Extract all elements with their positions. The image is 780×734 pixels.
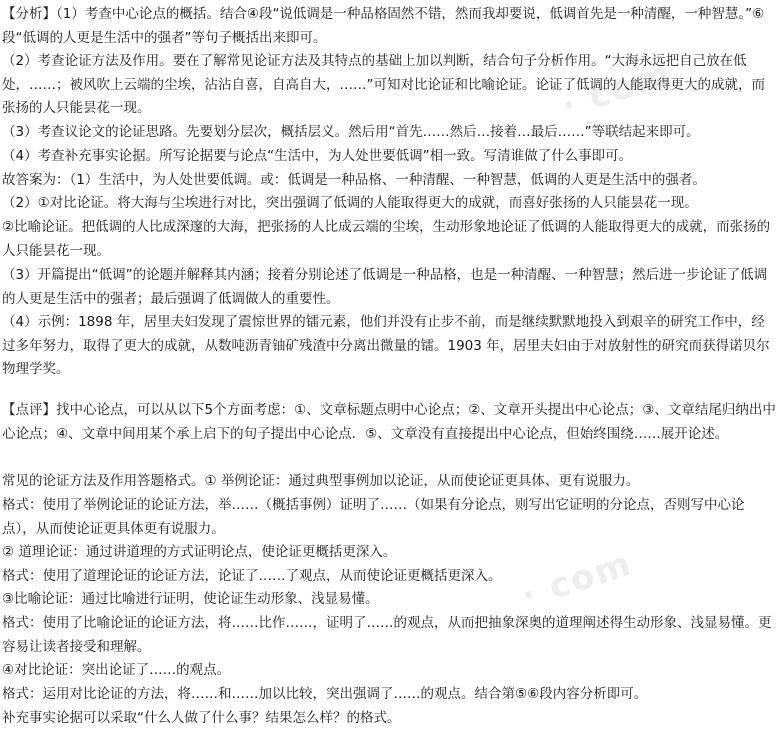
comment-paragraph-10: 补充事实论据可以采取“什么人做了什么事？结果怎么样？的格式。	[2, 710, 401, 726]
answer-paragraph-2: （2）①对比论证。将大海与尘埃进行对比，突出强调了低调的人能取得更大的成就，而喜好张扬的人只能昙花一现。	[2, 195, 698, 211]
analysis-paragraph-1: 【分析】（1）考查中心论点的概括。结合④段“说低调是一种品格固然不错，然而我却要说，低调首先是一种清醒，一种智慧。”⑥段“低调的人更是生活中的强者”等句子概括出来即可。	[2, 6, 765, 46]
answer-paragraph-3: ②比喻论证。把低调的人比成深邃的大海，把张扬的人比成云端的尘埃，生动形象地论证了低调的人能取得更大的成就，而张扬的人只能昙花一现。	[2, 219, 771, 259]
comment-paragraph-6: ③比喻论证：通过比喻进行证明，使论证生动形象、浅显易懂。	[2, 591, 379, 607]
analysis-paragraph-3: （3）考查议论文的论证思路。先要划分层次，概括层义。然后用“首先……然后…接着…最后……”等联结起来即可。	[2, 124, 700, 140]
comment-paragraph-5: 格式：使用了道理论证的论证方法，论证了……了观点，从而使论证更概括更深入。	[2, 568, 502, 584]
comment-paragraph-4: ② 道理论证：通过讲道理的方式证明论点，使论证更概括更深入。	[2, 544, 397, 560]
comment-paragraph-7: 格式：使用了比喻论证的论证方法，将……比作……，证明了……的观点，从而把抽象深奥的道理阐述得生动形象、浅显易懂。更容易让读者接受和理解。	[2, 615, 772, 655]
comment-paragraph-8: ④对比论证：突出论证了……的观点。	[2, 662, 231, 678]
analysis-paragraph-4: （4）考查补充事实论据。所写论据要与论点“生活中，为人处世要低调”相一致。写清谁做了什么事即可。	[2, 148, 633, 164]
comment-paragraph-3: 格式：使用了举例论证的论证方法，举……（概括事例）证明了……（如果有分论点，则写出它证明的分论点，否则写中心论点），从而使论证更具体更有说服力。	[2, 497, 745, 537]
watermark: · com	[556, 53, 678, 127]
comment-paragraph-1: 【点评】找中心论点，可以从以下5个方面考虑：①、文章标题点明中心论点；②、文章开头提出中心论点；③、文章结尾归纳出中心论点；④、文章中间用某个承上启下的句子提出中心论点．⑤、文章没有直接提出中心论点，但始终围绕……展开论述。	[2, 402, 776, 442]
comment-paragraph-2: 常见的论证方法及作用答题格式。① 举例论证：通过典型事例加以论证，从而使论证更具体、更有说服力。	[2, 473, 640, 489]
answer-paragraph-1: 故答案为：（1）生活中，为人处世要低调。或：低调是一种品格、一种清醒、一种智慧，低调的人更是生活中的强者。	[2, 172, 706, 188]
analysis-paragraph-2: （2）考查论证方法及作用。要在了解常见论证方法及其特点的基础上加以判断，结合句子分析作用。“大海永远把自己放在低处，……；被风吹上云端的尘埃，沾沾自喜，自高自大，……”可知对比论证和比喻论证。论证了低调的人能取得更大的成就，而张扬的人只能昙花一现。	[2, 53, 765, 117]
watermark: · com	[516, 543, 638, 617]
comment-paragraph-9: 格式：运用对比论证的方法，将……和……加以比较，突出强调了……的观点。结合第⑤⑥段内容分析即可。	[2, 686, 648, 702]
answer-paragraph-5: （4）示例：1898 年，居里夫妇发现了震惊世界的镭元素，他们并没有止步不前，而是继续默默地投入到艰辛的研究工作中，经过多年努力，取得了更大的成就，从数吨沥青铀矿残渣中分离出微量的镭。1903 年，居里夫妇由于对放射性的研究而获得诺贝尔物理学奖。	[2, 314, 770, 378]
answer-paragraph-4: （3）开篇提出“低调”的论题并解释其内涵；接着分别论述了低调是一种品格，也是一种清醒、一种智慧；然后进一步论证了低调的人更是生活中的强者；最后强调了低调做人的重要性。	[2, 267, 768, 307]
